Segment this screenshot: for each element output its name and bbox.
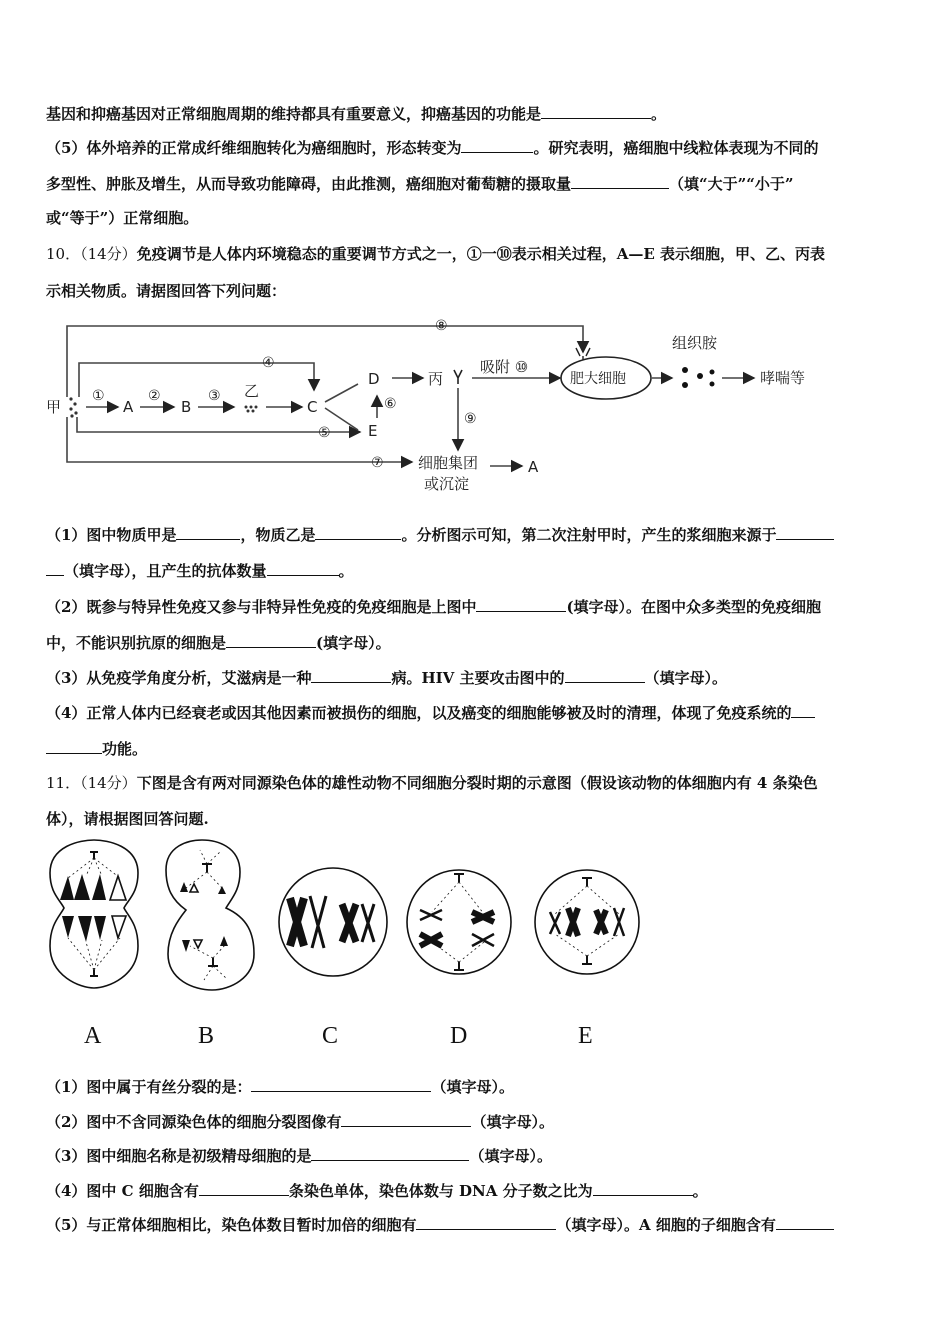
answer-blank[interactable] <box>541 103 651 119</box>
step-1: ① <box>92 388 105 404</box>
cell-label-A: A <box>84 1023 102 1049</box>
answer-blank[interactable] <box>251 1076 431 1092</box>
step-8: ⑧ <box>435 318 448 334</box>
text-line: （3）从免疫学角度分析，艾滋病是一种 病。HIV 主要攻击图中的 （填字母）。 <box>46 669 728 687</box>
answer-blank[interactable] <box>476 596 566 612</box>
label-bing: 丙 <box>428 370 444 388</box>
label-jia: 甲 <box>46 398 62 416</box>
cell-label-B: B <box>198 1023 215 1049</box>
cell-E <box>535 870 639 974</box>
label-cell-cluster: 细胞集团 <box>418 454 479 472</box>
step-4: ④ <box>262 355 275 371</box>
cell-division-figure <box>40 838 660 1053</box>
answer-blank[interactable] <box>776 1214 834 1230</box>
answer-blank[interactable] <box>267 560 339 576</box>
step-9: ⑨ <box>464 411 477 427</box>
text-line: 多型性、肿胀及增生，从而导致功能障碍，由此推测，癌细胞对葡萄糖的摄取量 （填“大于”“小于” <box>46 175 794 193</box>
cell-C <box>279 868 387 976</box>
answer-blank[interactable] <box>46 738 102 754</box>
text-line: 或“等于”）正常细胞。 <box>46 209 199 227</box>
histamine-dots <box>682 367 715 388</box>
text-line: （2）既参与特异性免疫又参与非特异性免疫的免疫细胞是上图中 (填字母）。在图中众多类型的免疫细胞 <box>46 598 822 616</box>
text-line: 中，不能识别抗原的细胞是 (填字母）。 <box>46 634 391 652</box>
immune-regulation-diagram <box>40 312 840 502</box>
antibody-icon <box>454 370 462 384</box>
label-mast-cell: 肥大细胞 <box>570 371 626 387</box>
answer-blank[interactable] <box>565 667 645 683</box>
question-10-title: 10．（14分）免疫调节是人体内环境稳态的重要调节方式之一，①一⑩表示相关过程，A—E 表示细胞，甲、乙、丙表 <box>46 245 825 263</box>
cell-A <box>50 840 138 988</box>
answer-blank[interactable] <box>199 1180 289 1196</box>
question-11-title: 11．（14分）下图是含有两对同源染色体的雄性动物不同细胞分裂时期的示意图（假设该动物的体细胞内有 4 条染色 <box>46 774 818 792</box>
answer-blank[interactable] <box>593 1180 693 1196</box>
step-7: ⑦ <box>371 455 384 471</box>
text-line: （5）与正常体细胞相比，染色体数目暂时加倍的细胞有 （填字母）。A 细胞的子细胞含有 <box>46 1214 908 1235</box>
label-yi: 乙 <box>244 382 260 400</box>
text-line: （3）图中细胞名称是初级精母细胞的是 （填字母）。 <box>46 1147 552 1165</box>
text-line: 体），请根据图回答问题. <box>46 810 209 828</box>
step-3: ③ <box>208 388 221 404</box>
label-B: B <box>181 398 192 416</box>
label-A: A <box>123 398 134 416</box>
answer-blank[interactable] <box>571 173 669 189</box>
answer-blank[interactable] <box>176 524 240 540</box>
answer-blank[interactable] <box>776 524 834 540</box>
step-6: ⑥ <box>384 396 397 412</box>
text-line: （2）图中不含同源染色体的细胞分裂图像有 （填字母）。 <box>46 1113 554 1131</box>
cell-label-D: D <box>450 1023 468 1049</box>
label-E: E <box>368 422 378 440</box>
answer-blank[interactable] <box>311 1145 469 1161</box>
label-precipitate: 或沉淀 <box>424 475 470 493</box>
answer-blank[interactable] <box>341 1111 471 1127</box>
cell-label-E: E <box>578 1023 593 1049</box>
text-line: 示相关物质。请据图回答下列问题： <box>46 282 287 300</box>
label-A-end: A <box>528 458 539 476</box>
answer-blank[interactable] <box>461 137 533 153</box>
answer-blank[interactable] <box>416 1214 556 1230</box>
answer-blank[interactable] <box>46 560 64 576</box>
label-histamine: 组织胺 <box>672 334 718 352</box>
label-D: D <box>368 370 380 388</box>
text-line: 基因和抑癌基因对正常细胞周期的维持都具有重要意义，抑癌基因的功能是 。 <box>46 105 667 123</box>
step-2: ② <box>148 388 161 404</box>
cell-B <box>166 840 254 990</box>
step-5: ⑤ <box>318 425 331 441</box>
text-line: （4）图中 C 细胞含有 条染色单体，染色体数与 DNA 分子数之比为 。 <box>46 1182 708 1200</box>
text-line: （1）图中属于有丝分裂的是： （填字母）。 <box>46 1078 514 1096</box>
label-C: C <box>307 398 318 416</box>
answer-blank[interactable] <box>226 632 316 648</box>
cell-D <box>407 870 511 974</box>
text-line: （5）体外培养的正常成纤维细胞转化为癌细胞时，形态转变为 。研究表明，癌细胞中线粒体表现为不同的 <box>46 139 819 157</box>
cell-label-C: C <box>322 1023 339 1049</box>
answer-blank[interactable] <box>315 524 401 540</box>
answer-blank[interactable] <box>791 702 815 718</box>
text-line: （填字母），且产生的抗体数量 。 <box>46 560 908 581</box>
label-asthma: 哮喘等 <box>760 369 806 387</box>
text-line: 功能。 <box>46 738 908 759</box>
label-adsorb: 吸附 ⑩ <box>480 358 529 376</box>
text-line: （4）正常人体内已经衰老或因其他因素而被损伤的细胞，以及癌变的细胞能够被及时的清理，体现了免疫系统的 <box>46 702 908 723</box>
text-line: （1）图中物质甲是 ，物质乙是 。分析图示可知，第二次注射甲时，产生的浆细胞来源于 <box>46 524 908 545</box>
answer-blank[interactable] <box>311 667 391 683</box>
